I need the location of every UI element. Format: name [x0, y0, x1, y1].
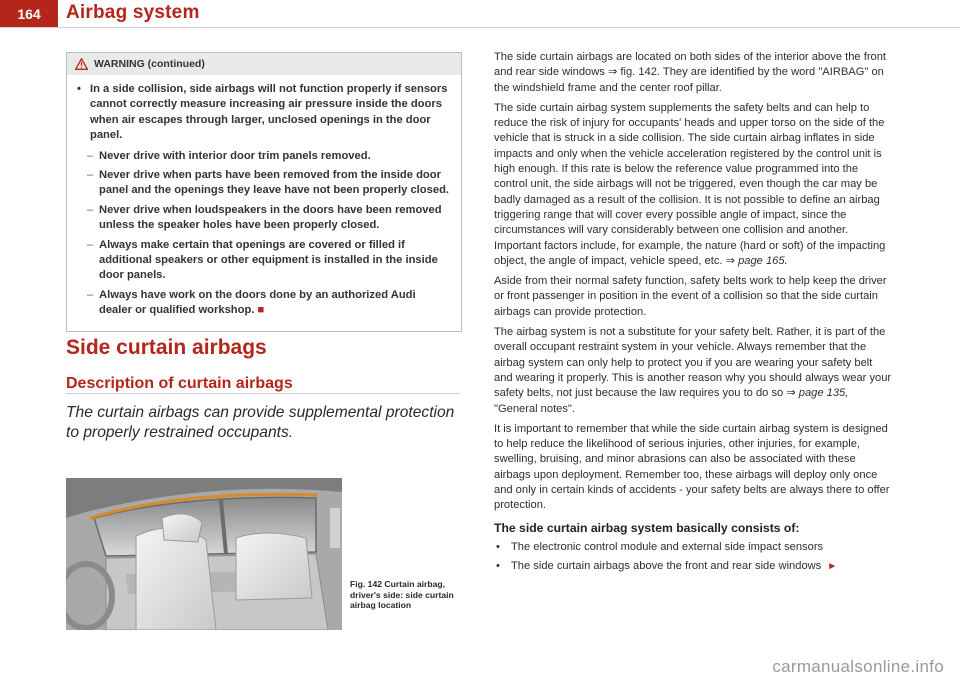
warning-sub-item — [87, 238, 451, 284]
paragraph — [494, 101, 892, 269]
bullet-icon: • — [77, 83, 81, 95]
dash-icon: – — [87, 169, 94, 182]
figure-curtain-airbag — [66, 478, 342, 630]
subheading-divider — [66, 393, 460, 394]
warning-sub-item — [87, 168, 451, 199]
list-item — [494, 540, 892, 555]
warning-sub-item — [87, 203, 451, 234]
warning-sub-text: Always make certain that openings are covered or filled if additional speakers or other equipment is installed in the inside door panels. — [99, 238, 438, 282]
warning-title: WARNING (continued) — [94, 58, 205, 70]
page-reference-link[interactable]: ⇒ page 165. — [725, 254, 788, 267]
paragraph: It is important to remember that while the side curtain airbag system is designed to help reduce the likelihood of serious injuries, other injuries, for example, swelling, bruising, and minor abrasions can also be associated with these airbags upon deployment. Remember too, these airbags will deploy only once and only in certain kinds of accidents - your safety belts are always there to offer protection. — [494, 422, 890, 512]
section-heading: Side curtain airbags — [66, 336, 267, 359]
warning-sub-item — [87, 149, 451, 164]
page-reference-link[interactable]: ⇒ page 135, — [786, 387, 849, 400]
warning-box — [66, 52, 462, 332]
warning-sub-text: Never drive when parts have been removed from the inside door panel and the openings they leave have not been properly closed. — [99, 169, 450, 197]
warning-sub-text: Never drive when loudspeakers in the doors have been removed unless the speaker holes have been properly closed. — [99, 203, 442, 232]
paragraph-text: The airbag system is not a substitute for your safety belt. Rather, it is part of the overall occupant restraint system in your vehicle. Always remember that the airbag system can only help to protect you if you are wearing your safety belt and wearing it properly. This is another reason why you should always wear your safety belts, not just because the law requires you to do so — [494, 326, 892, 400]
warning-main-item — [77, 82, 451, 144]
paragraph — [494, 325, 892, 417]
warning-header — [67, 53, 461, 75]
list-item-text: The electronic control module and external side impact sensors — [511, 540, 824, 553]
watermark: carmanualsonline.info — [772, 657, 944, 676]
paragraph: Aside from their normal safety function, safety belts work to help keep the driver or front passenger in position in the event of a collision so that the side curtain airbags can provide protection. — [494, 275, 887, 318]
warning-sub-text: Never drive with interior door trim panels removed. — [99, 149, 371, 162]
warning-triangle-icon — [75, 58, 88, 70]
paragraph: The side curtain airbags are located on both sides of the interior above the front and rear side windows ⇒ fig. 142. They are identified by the word "AIRBAG" on the windshield frame and the center roof pillar. — [494, 51, 887, 94]
header-divider — [0, 27, 960, 28]
end-mark-icon: ■ — [257, 304, 265, 317]
figure-caption: Fig. 142 Curtain airbag, driver's side: side curtain airbag location — [350, 579, 454, 611]
list-heading: The side curtain airbag system basically consists of: — [494, 520, 800, 535]
continue-arrow-icon: ► — [827, 561, 838, 573]
paragraph-text: The side curtain airbag system supplements the safety belts and can help to reduce the risk of injury for occupants' heads and upper torso on the side of the vehicle that is struck in a side collision. The side curtain airbag inflates in side impacts and only when the vehicle acceleration registered by the control unit is high enough. If this rate is below the reference value programmed into the control unit, the side airbags will not be triggered, even though the car may be badly damaged as a result of the collision. It is not possible to define an airbag triggering range that will cover every possible angle of impact, since the circumstances will vary considerably between one collision and another. Important factors include, for example, the nature (hard or soft) of the impacting object, the angle of impact, vehicle speed, etc. — [494, 101, 886, 267]
dash-icon: – — [87, 288, 94, 301]
paragraph-text: "General notes". — [494, 402, 575, 415]
warning-sub-text: Always have work on the doors done by an authorized Audi dealer or qualified workshop. — [99, 288, 416, 317]
warning-body — [67, 75, 461, 331]
dash-icon: – — [87, 149, 94, 162]
intro-text: The curtain airbags can provide supplemental protection to properly restrained occupants. — [66, 404, 455, 441]
page-header-title: Airbag system — [66, 2, 200, 23]
list-item — [494, 559, 892, 574]
warning-sub-item — [87, 288, 451, 319]
bullet-icon: • — [496, 560, 500, 573]
list-item-text: The side curtain airbags above the front and rear side windows — [511, 560, 822, 573]
dash-icon: – — [87, 203, 94, 216]
dash-icon: – — [87, 238, 94, 251]
car-interior-illustration — [66, 478, 342, 630]
bullet-icon: • — [496, 540, 500, 553]
subsection-heading: Description of curtain airbags — [66, 375, 293, 392]
page-number: 164 — [0, 0, 58, 27]
right-column — [494, 50, 892, 579]
warning-main-text: In a side collision, side airbags will not function properly if sensors cannot correctly measure increasing air pressure inside the doors when air escapes through larger, unclosed openings in the door panel. — [90, 83, 448, 142]
